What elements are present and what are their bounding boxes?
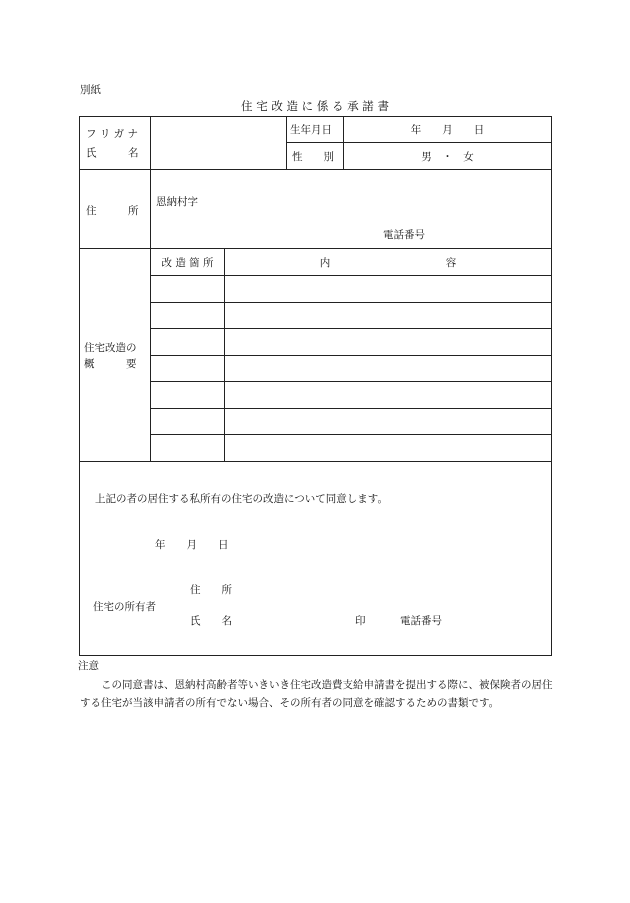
- content-cell[interactable]: [225, 329, 551, 354]
- consent-date-field[interactable]: 年 月 日: [155, 539, 229, 551]
- owner-address-label: 住 所: [190, 584, 232, 596]
- renovation-section-label-2: 概 要: [84, 358, 137, 370]
- phone-label: 電話番号: [383, 229, 425, 241]
- renovation-section-label: 住宅改造の: [84, 342, 137, 354]
- content-cell[interactable]: [225, 382, 551, 407]
- location-cell[interactable]: [151, 409, 224, 433]
- consent-statement: 上記の者の居住する私所有の住宅の改造について同意します。: [95, 493, 388, 505]
- owner-label: 住宅の所有者: [93, 601, 156, 613]
- furigana-label: フ リ ガ ナ: [86, 128, 139, 140]
- document-title: 住 宅 改 造 に 係 る 承 諾 書: [241, 99, 389, 113]
- notes-heading: 注意: [78, 660, 99, 672]
- location-cell[interactable]: [151, 356, 224, 380]
- owner-phone-label: 電話番号: [400, 615, 442, 627]
- content-cell[interactable]: [225, 409, 551, 433]
- content-cell[interactable]: [225, 303, 551, 327]
- content-cell[interactable]: [225, 356, 551, 380]
- annex-label: 別紙: [80, 84, 101, 96]
- name-input-cell[interactable]: [151, 117, 286, 169]
- content-cell[interactable]: [225, 276, 551, 301]
- address-field[interactable]: 恩納村字: [156, 196, 198, 208]
- location-cell[interactable]: [151, 303, 224, 327]
- gender-label: 性 別: [292, 151, 334, 163]
- birthdate-field[interactable]: 年 月 日: [410, 124, 485, 136]
- location-cell[interactable]: [151, 276, 224, 301]
- seal-mark: 印: [355, 615, 366, 627]
- birthdate-label: 生年月日: [290, 124, 332, 136]
- gender-options[interactable]: 男 ・ 女: [421, 151, 474, 163]
- owner-name-label: 氏 名: [190, 615, 232, 627]
- address-label: 住 所: [86, 205, 139, 217]
- name-label: 氏 名: [86, 147, 139, 159]
- location-cell[interactable]: [151, 329, 224, 354]
- content-column-header: 内 容: [319, 257, 457, 269]
- content-cell[interactable]: [225, 435, 551, 460]
- notes-body: この同意書は、恩納村高齢者等いきいき住宅改造費支給申請書を提出する際に、被保険者の居住する住宅が当該申請者の所有でない場合、その所有者の同意を確認するための書類です。: [80, 679, 553, 709]
- location-cell[interactable]: [151, 435, 224, 460]
- location-cell[interactable]: [151, 382, 224, 407]
- location-column-header: 改 造 箇 所: [161, 257, 214, 269]
